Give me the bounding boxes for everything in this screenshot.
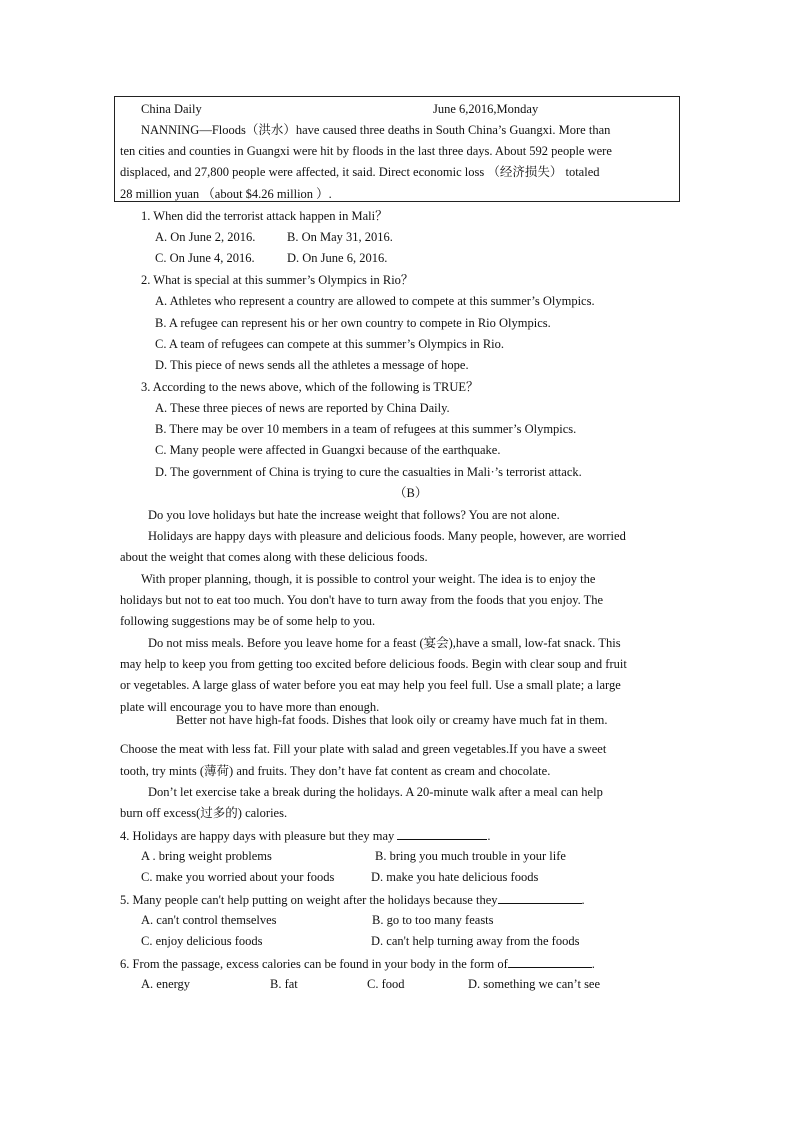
question-option: D. can't help turning away from the foods [371, 934, 580, 948]
question-stem-end: . [581, 893, 585, 907]
question-option: B. There may be over 10 members in a team of refugees at this summer’s Olympics. [155, 422, 577, 436]
passage-line: Better not have high-fat foods. Dishes that look oily or creamy have much fat in them. [176, 713, 608, 727]
question-option: C. Many people were affected in Guangxi because of the earthquake. [155, 443, 501, 457]
section-heading: （B） [394, 486, 428, 500]
passage-line: or vegetables. A large glass of water before you eat may help you feel full. Use a small plate; a large [120, 678, 621, 692]
question-option: C. enjoy delicious foods [141, 934, 263, 948]
news-line: displaced, and 27,800 people were affected, it said. Direct economic loss （经济损失） totaled [120, 165, 600, 179]
question-stem-text: 6. From the passage, excess calories can be found in your body in the form of [120, 957, 508, 971]
question-option: D. make you hate delicious foods [371, 870, 539, 884]
question-stem [120, 892, 585, 908]
question-option: C. A team of refugees can compete at this summer’s Olympics in Rio. [155, 337, 505, 351]
news-source: China Daily [141, 102, 202, 116]
question-option: B. A refugee can represent his or her own country to compete in Rio Olympics. [155, 316, 551, 330]
question-option: A. Athletes who represent a country are allowed to compete at this summer’s Olympics. [155, 294, 595, 308]
question-option: C. food [367, 977, 405, 991]
question-option: A. These three pieces of news are reported by China Daily. [155, 401, 450, 415]
question-option: B. fat [270, 977, 298, 991]
passage-line: may help to keep you from getting too excited before delicious foods. Begin with clear soup and fruit [120, 657, 627, 671]
question-option: A . bring weight problems [141, 849, 272, 863]
question-option: B. On May 31, 2016. [287, 230, 393, 244]
news-line: NANNING—Floods（洪水）have caused three deaths in South China’s Guangxi. More than [141, 123, 611, 137]
question-option: D. On June 6, 2016. [287, 251, 388, 265]
passage-line: Do you love holidays but hate the increase weight that follows? You are not alone. [148, 508, 560, 522]
question-option: C. On June 4, 2016. [155, 251, 255, 265]
passage-line: plate will encourage you to have more than enough. [120, 700, 380, 714]
question-stem-end: . [487, 829, 491, 843]
answer-blank [508, 956, 592, 968]
question-option: A. energy [141, 977, 191, 991]
question-stem-text: 4. Holidays are happy days with pleasure but they may [120, 829, 395, 843]
question-option: D. something we can’t see [468, 977, 601, 991]
question-stem-end: . [591, 957, 595, 971]
question-option: A. On June 2, 2016. [155, 230, 256, 244]
question-option: C. make you worried about your foods [141, 870, 335, 884]
news-line: ten cities and counties in Guangxi were hit by floods in the last three days. About 592 people were [120, 144, 612, 158]
question-stem [120, 956, 595, 972]
passage-line: holidays but not to eat too much. You don't have to turn away from the foods that you enjoy. The [120, 593, 604, 607]
passage-line: tooth, try mints (薄荷) and fruits. They don’t have fat content as cream and chocolate. [120, 764, 551, 778]
passage-line: Choose the meat with less fat. Fill your plate with salad and green vegetables.If you have a sweet [120, 742, 607, 756]
question-option: A. can't control themselves [141, 913, 277, 927]
passage-line: following suggestions may be of some help to you. [120, 614, 376, 628]
question-stem-text: 5. Many people can't help putting on weight after the holidays because they [120, 893, 498, 907]
passage-line: Do not miss meals. Before you leave home for a feast (宴会),have a small, low-fat snack. This [148, 636, 621, 650]
question-stem: 1. When did the terrorist attack happen in Mali？ [141, 209, 388, 223]
question-option: D. The government of China is trying to cure the casualties in Mali·’s terrorist attack. [155, 465, 582, 479]
answer-blank [397, 828, 487, 840]
news-line: 28 million yuan （about $4.26 million ）. [120, 187, 332, 201]
news-date: June 6,2016,Monday [433, 102, 539, 116]
passage-line: about the weight that comes along with these delicious foods. [120, 550, 428, 564]
passage-line: Holidays are happy days with pleasure and delicious foods. Many people, however, are worried [148, 529, 626, 543]
passage-line: Don’t let exercise take a break during the holidays. A 20-minute walk after a meal can help [148, 785, 603, 799]
answer-blank [498, 892, 582, 904]
question-option: B. bring you much trouble in your life [375, 849, 566, 863]
passage-line: burn off excess(过多的) calories. [120, 806, 288, 820]
passage-line: With proper planning, though, it is possible to control your weight. The idea is to enjoy the [141, 572, 596, 586]
question-stem: 3. According to the news above, which of the following is TRUE？ [141, 380, 479, 394]
question-option: D. This piece of news sends all the athletes a message of hope. [155, 358, 469, 372]
question-stem: 2. What is special at this summer’s Olympics in Rio？ [141, 273, 414, 287]
question-stem [120, 828, 491, 844]
question-option: B. go to too many feasts [372, 913, 494, 927]
